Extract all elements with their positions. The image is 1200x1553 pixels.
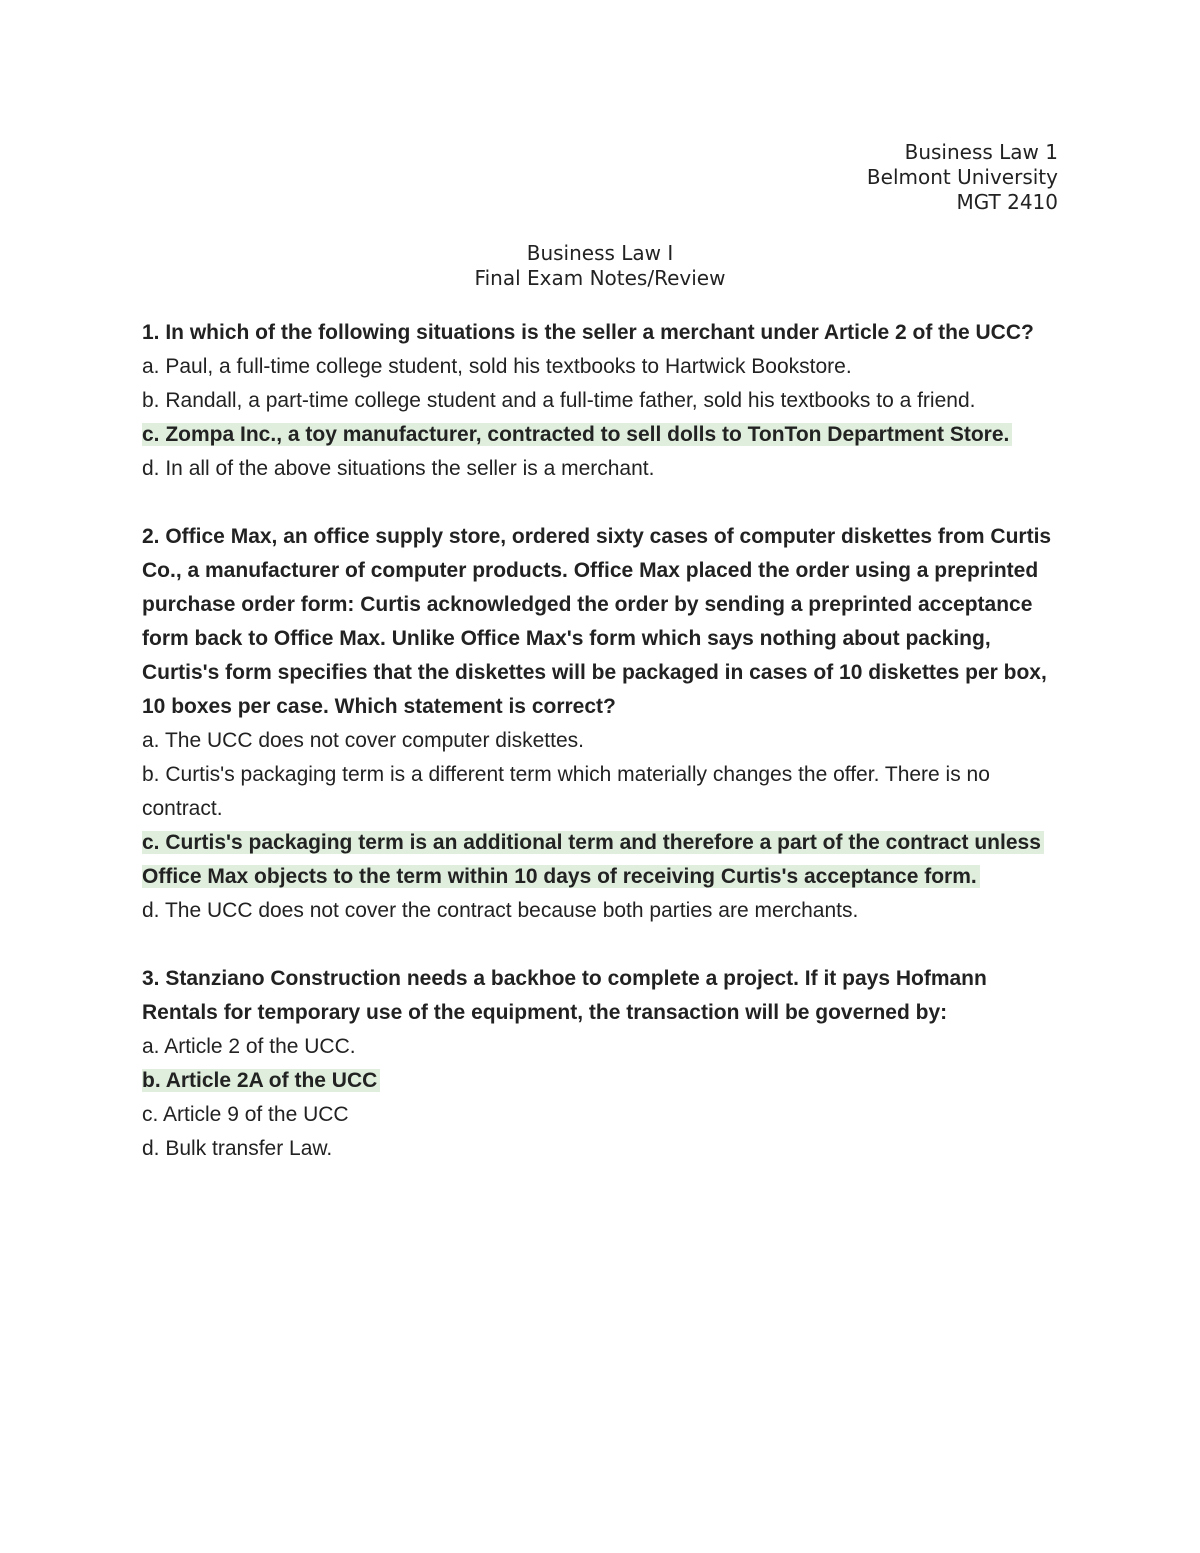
- spacer: [142, 486, 1062, 520]
- questions-list: [142, 316, 1062, 1166]
- correct-answer-option-c: [142, 826, 1062, 894]
- course-code: MGT 2410: [956, 190, 1058, 214]
- answer-highlight: b. Article 2A of the UCC: [142, 1069, 380, 1092]
- answer-option-d: d. Bulk transfer Law.: [142, 1137, 333, 1160]
- answer-option-a: a. Article 2 of the UCC.: [142, 1035, 356, 1058]
- document-title: [0, 241, 1200, 291]
- answer-option-d: d. The UCC does not cover the contract because both parties are merchants.: [142, 899, 859, 922]
- question-3: [142, 962, 1062, 1166]
- course-name: Business Law 1: [904, 140, 1058, 164]
- correct-answer-option-c: [142, 418, 1062, 452]
- correct-answer-option-b: [142, 1064, 1062, 1098]
- question-2: [142, 520, 1062, 928]
- title-line-2: Final Exam Notes/Review: [474, 266, 726, 290]
- answer-option-b: b. Randall, a part-time college student and a full-time father, sold his textbooks to a friend.: [142, 389, 976, 412]
- title-line-1: Business Law I: [526, 241, 674, 265]
- answer-option-d: d. In all of the above situations the seller is a merchant.: [142, 457, 655, 480]
- answer-highlight: c. Zompa Inc., a toy manufacturer, contracted to sell dolls to TonTon Department Store.: [142, 423, 1012, 446]
- school-name: Belmont University: [866, 165, 1058, 189]
- document-header: [867, 140, 1058, 215]
- answer-highlight: c. Curtis's packaging term is an additional term and therefore a part of the contract unless Office Max objects to the term within 10 days of receiving Curtis's acceptance form.: [142, 831, 1044, 888]
- answer-option-c: c. Article 9 of the UCC: [142, 1103, 349, 1126]
- question-text: 3. Stanziano Construction needs a backhoe to complete a project. If it pays Hofmann Rentals for temporary use of the equipment, the transaction will be governed by:: [142, 967, 987, 1024]
- question-1: [142, 316, 1062, 486]
- answer-option-b: b. Curtis's packaging term is a different term which materially changes the offer. There is no contract.: [142, 763, 990, 820]
- question-text: 2. Office Max, an office supply store, ordered sixty cases of computer diskettes from Curtis Co., a manufacturer of computer products. Office Max placed the order using a preprinted purchase order form: Curtis acknowledged the order by sending a preprinted acceptance form back to Office Max. Unlike Office Max's form which says nothing about packing, Curtis's form specifies that the diskettes will be packaged in cases of 10 diskettes per box, 10 boxes per case. Which statement is correct?: [142, 525, 1052, 718]
- answer-option-a: a. The UCC does not cover computer diskettes.: [142, 729, 584, 752]
- spacer: [142, 928, 1062, 962]
- question-text: 1. In which of the following situations is the seller a merchant under Article 2 of the UCC?: [142, 321, 1034, 344]
- answer-option-a: a. Paul, a full-time college student, sold his textbooks to Hartwick Bookstore.: [142, 355, 852, 378]
